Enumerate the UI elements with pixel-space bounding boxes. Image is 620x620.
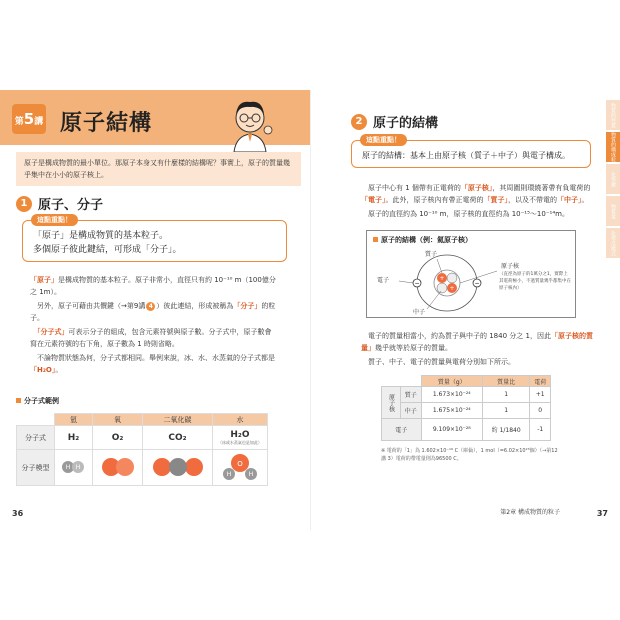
mass-electron: 9.109×10⁻²⁸ [421, 419, 482, 441]
page-number-left: 36 [12, 509, 24, 518]
table-row [382, 387, 551, 403]
right-page [310, 90, 620, 530]
ratio-electron: 約 1/1840 [482, 419, 529, 441]
ratio-proton: 1 [482, 387, 529, 403]
key-point-text: 原子的結構：基本上由原子核（質子＋中子）與電子構成。 [362, 151, 570, 160]
key-point-text [23, 221, 286, 261]
table-row [17, 450, 268, 486]
paragraph-4-text-a: 不論物質狀態為何，分子式都相同。舉例來說，冰、水、水蒸氣的分子式都是 [37, 354, 275, 362]
table-corner [17, 414, 55, 426]
paragraph-2-text-a: 另外，原子可藉由共價鍵（→第9講 [37, 302, 146, 310]
key-point-tag: 這點重點！ [360, 134, 407, 146]
col-mass: 質量（g） [421, 376, 482, 387]
side-tab-3[interactable]: 化學鍵 [606, 164, 620, 194]
p3-c: 幾乎就等於原子的質量。 [375, 344, 452, 352]
paragraph-2 [361, 208, 593, 220]
ratio-neutron: 1 [482, 403, 529, 419]
carbon-dioxide-molecule-icon [150, 456, 206, 478]
hydrogen-molecule-icon [58, 458, 88, 476]
svg-text:−: − [414, 280, 420, 287]
paragraph-3-text: 可表示分子的組成，包含元素符號與原子數。分子式中，原子數會寫在元素符號的右下角，原子數為 1 時則省略。 [30, 328, 272, 348]
section-1-title: 原子、分子 [38, 198, 104, 213]
atom-label-h: H [76, 463, 81, 471]
p1-e: 。此外，原子核內有帶正電荷的 [385, 196, 484, 204]
row-name-neutron: 中子 [401, 403, 422, 419]
paragraph-1 [30, 274, 278, 298]
side-tab-2-active[interactable]: 物質的構成粒子 [606, 132, 620, 162]
lesson-title: 原子結構 [60, 111, 153, 136]
formula-h2o-cell [212, 426, 267, 450]
term-water-formula: 「H₂O」 [30, 366, 56, 374]
side-tab-1[interactable]: 物質的性質 [606, 100, 620, 130]
model-co2 [143, 450, 213, 486]
term-molecule: 「分子」 [233, 302, 262, 310]
col-water: 水 [212, 414, 267, 426]
footer-chapter-text: 第2章 構成物質的粒子 [500, 509, 560, 516]
paragraph-1 [361, 182, 593, 206]
particle-table-header [382, 376, 551, 387]
p2-text: 原子的直徑約為 10⁻¹⁰ m，原子核的直徑約為 10⁻¹⁵～10⁻¹⁴m。 [368, 210, 569, 218]
side-tab-5[interactable]: 化學反應式 [606, 228, 620, 258]
water-note: （冰或水蒸氣也是如此） [217, 439, 262, 445]
paragraph-4 [30, 352, 278, 376]
table-row [17, 426, 268, 450]
svg-text:−: − [474, 280, 480, 287]
term-proton: 「質子」 [483, 196, 508, 204]
p1-a: 原子中心有 1 個帶有正電荷的 [368, 184, 461, 192]
atom-label-h: H [66, 463, 71, 471]
section-2-heading [351, 112, 438, 131]
col-hydrogen: 氫 [55, 414, 93, 426]
atom-label-o: O [237, 459, 243, 468]
label-electron: 電子 [377, 277, 390, 284]
oxygen-molecule-icon [98, 456, 138, 478]
term-molecular-formula: 「分子式」 [37, 328, 69, 336]
section-1-heading [16, 194, 103, 213]
atom-label-h: H [248, 470, 254, 478]
svg-text:+: + [439, 275, 445, 282]
charge-neutron: 0 [530, 403, 551, 419]
side-tab-4[interactable]: 物質量 [606, 196, 620, 226]
col-charge: 電荷 [530, 376, 551, 387]
molecular-formula-table [16, 413, 268, 486]
lesson-label-post: 講 [34, 117, 44, 127]
book-spread [0, 90, 620, 530]
paragraph-4-text-c: 。 [55, 366, 63, 374]
atom-structure-diagram [366, 230, 576, 318]
term-electron: 「電子」 [361, 196, 386, 204]
label-proton: 質子 [425, 251, 438, 258]
lesson-badge [12, 104, 46, 134]
row-name-electron: 電子 [382, 419, 422, 441]
term-nucleus: 「原子核」 [460, 184, 493, 192]
water-molecule-icon [220, 452, 260, 482]
svg-text:+: + [449, 285, 455, 292]
model-h2o [212, 450, 267, 486]
mass-neutron: 1.675×10⁻²⁴ [421, 403, 482, 419]
model-o2 [92, 450, 142, 486]
diagram-title: 原子的結構（例：氦原子核） [373, 235, 472, 245]
formula-h2: H₂ [55, 426, 93, 450]
key-point-box-1 [22, 216, 287, 262]
section-2-body-2 [361, 330, 593, 368]
paragraph-2-text-b: ）彼此連結，形成被稱為 [156, 302, 234, 310]
paragraph-1-text: 是構成物質的基本粒子。原子非常小，直徑只有約 10⁻¹⁰ m（100億分之 1m）。 [30, 276, 276, 296]
table-heading: 分子式範例 [16, 396, 59, 406]
section-1-number: 1 [16, 196, 32, 212]
section-2-body [361, 182, 593, 220]
label-neutron: 中子 [413, 309, 426, 316]
particle-properties-table [381, 375, 551, 441]
paragraph-2 [30, 300, 278, 324]
atom-label-h: H [226, 470, 232, 478]
model-h2 [55, 450, 93, 486]
paragraph-3 [30, 326, 278, 350]
p1-i: 。 [581, 196, 589, 204]
col-carbon-dioxide: 二氧化碳 [143, 414, 213, 426]
lesson-label-pre: 第 [14, 117, 24, 127]
key-point-box-2 [351, 136, 591, 168]
formula-h2o: H₂O [230, 429, 250, 440]
p1-c: ，其周圍則環繞著帶有負電荷的 [492, 184, 591, 192]
teacher-illustration-icon [220, 92, 280, 152]
charge-electron: -1 [530, 419, 551, 441]
term-atom: 「原子」 [30, 276, 58, 284]
term-neutron: 「中子」 [557, 196, 582, 204]
table-row [382, 419, 551, 441]
charge-proton: +1 [530, 387, 551, 403]
label-nucleus: 原子核 [501, 263, 520, 270]
particle-table-corner [382, 376, 422, 387]
col-mass-ratio: 質量比 [482, 376, 529, 387]
section-2-title: 原子的結構 [373, 116, 439, 131]
table-row [382, 403, 551, 419]
p1-g: ，以及不帶電的 [508, 196, 557, 204]
section-1-body [30, 274, 278, 376]
p4-text: 質子、中子、電子的質量與電荷分別如下所示。 [368, 358, 515, 366]
mass-proton: 1.673×10⁻²⁴ [421, 387, 482, 403]
group-label-nucleus: 原子核 [382, 387, 401, 419]
chapter-side-tabs [596, 100, 620, 260]
paragraph-2-text-d: 的粒子。 [30, 302, 276, 322]
p3-a: 電子的質量相當小，約為質子與中子的 1840 分之 1，因此 [368, 332, 551, 340]
key-point-tag: 這點重點！ [31, 214, 78, 226]
paragraph-3 [361, 330, 593, 354]
lesson-number: 5 [23, 110, 35, 128]
key-point-line-1: 「原子」是構成物質的基本粒子。 [33, 231, 169, 241]
term-nucleus-mass: 「原子核的質量」 [361, 332, 593, 352]
formula-co2: CO₂ [143, 426, 213, 450]
section-2-number: 2 [351, 114, 367, 130]
lesson-intro: 原子是構成物質的最小單位。那原子本身又有什麼樣的結構呢？事實上，原子的質量幾乎集中在小小的原子核上。 [16, 152, 301, 186]
lesson-ref-badge: 4 [146, 302, 155, 311]
table-header-row [17, 414, 268, 426]
footnote: ※ 電荷的「1」為 1.602×10⁻¹⁹ C（庫倫），1 mol（=6.02×10²³個）（→第12講 3）電荷的帶電量則為96500 C。 [381, 448, 558, 462]
formula-o2: O₂ [92, 426, 142, 450]
page-number-right: 37 [596, 509, 608, 518]
row-label-model: 分子模型 [17, 450, 55, 486]
row-label-formula: 分子式 [17, 426, 55, 450]
key-point-line-2: 多個原子彼此鍵結，可形成「分子」。 [33, 245, 182, 255]
paragraph-4 [361, 356, 593, 368]
left-page [0, 90, 310, 530]
col-oxygen: 氧 [92, 414, 142, 426]
nucleus-note: （直徑為原子的1萬分之1，實際上其電荷極小，不過質量幾乎都集中在原子核內） [499, 272, 571, 291]
lesson-banner [0, 90, 310, 145]
row-name-proton: 質子 [401, 387, 422, 403]
